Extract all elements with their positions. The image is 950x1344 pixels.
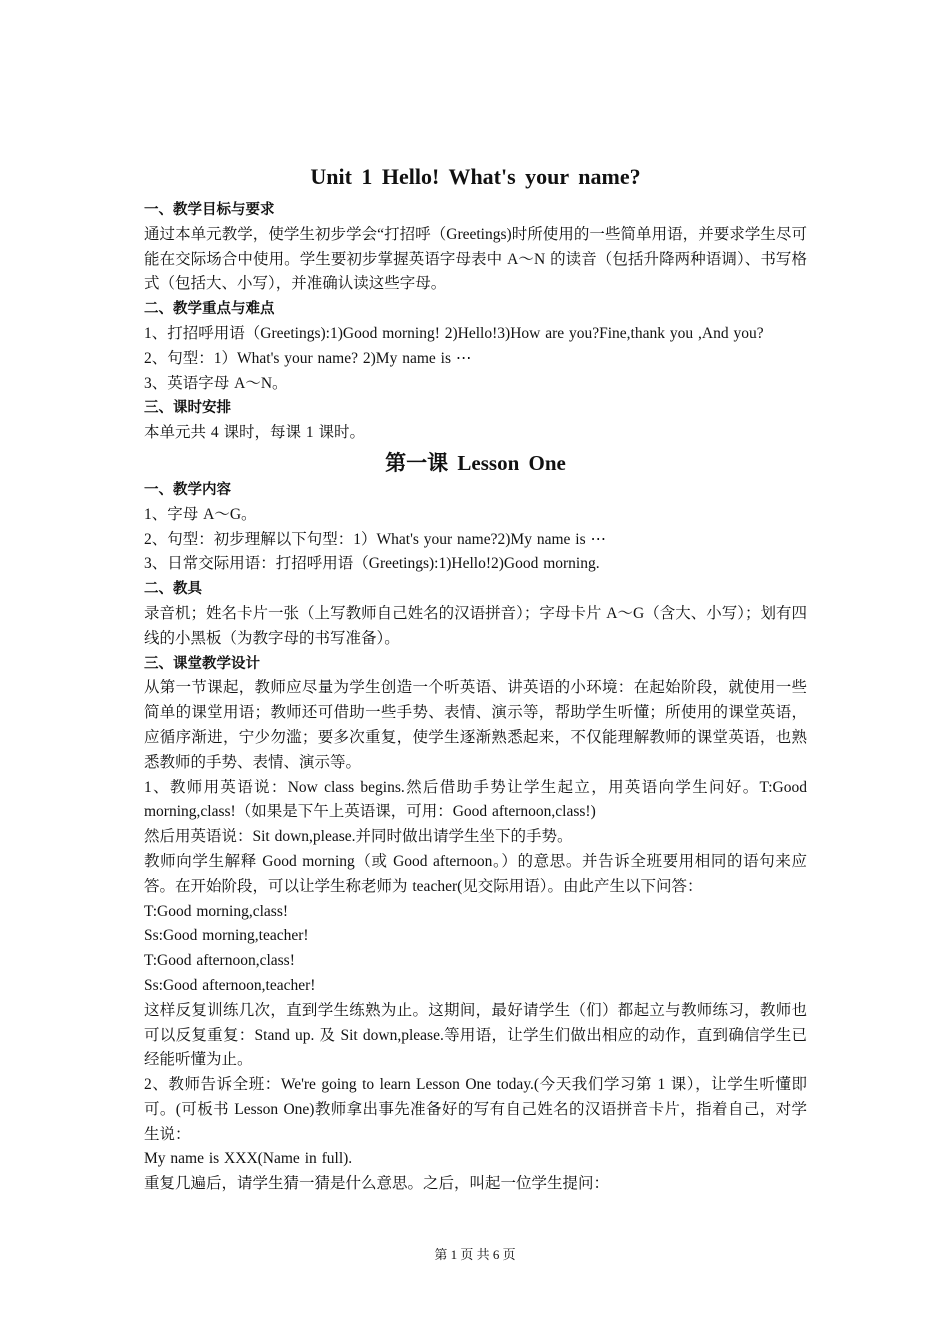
dialogue-line: T:Good morning,class!	[144, 902, 289, 920]
content-item: 2、句型：初步理解以下句型：1）What's your name?2)My name is ⋯	[144, 530, 606, 548]
design-paragraph: 重复几遍后，请学生猜一猜是什么意思。之后，叫起一位学生提问：	[144, 1175, 610, 1193]
section-heading-goals: 一、教学目标与要求	[144, 202, 275, 218]
design-paragraph: 从第一节课起，教师应尽量为学生创造一个听英语、讲英语的小环境：在起始阶段，就使用一些简单的课堂用语；教师还可借助一些手势、表情、演示等，帮助学生听懂；所使用的课堂英语，应循序渐进，宁少勿滥；要多次重复，使学生逐渐熟悉起来，不仅能理解教师的课堂英语，也熟悉教师的手势、表情、演示等。	[144, 679, 807, 771]
key-point-item: 1、打招呼用语（Greetings):1)Good morning! 2)Hello!3)How are you?Fine,thank you ,And you?	[144, 324, 764, 342]
design-paragraph: 这样反复训练几次，直到学生练熟为止。这期间，最好请学生（们）都起立与教师练习，教师也可以反复重复：Stand up. 及 Sit down,please.等用语，让学生们做出相应的动作，直到确信学生已经能听懂为止。	[144, 1001, 807, 1069]
dialogue-line: T:Good afternoon,class!	[144, 952, 295, 970]
key-point-item: 2、句型：1）What's your name? 2)My name is ⋯	[144, 349, 472, 367]
dialogue-line: Ss:Good morning,teacher!	[144, 927, 309, 945]
design-paragraph: 然后用英语说：Sit down,please.并同时做出请学生坐下的手势。	[144, 828, 573, 846]
section-heading-tools: 二、教具	[144, 581, 202, 598]
content-item: 1、字母 A～G。	[144, 505, 257, 523]
unit-title: Unit 1 Hello! What's your name?	[310, 164, 641, 189]
tools-paragraph: 录音机；姓名卡片一张（上写教师自己姓名的汉语拼音）；字母卡片 A～G（含大、小写）；划有四线的小黑板（为教字母的书写准备）。	[144, 604, 807, 647]
goals-paragraph: 通过本单元教学，使学生初步学会“打招呼（Greetings)时所使用的一些简单用语，并要求学生尽可能在交际场合中使用。学生要初步掌握英语字母表中 A～N 的读音（包括升降两种语调）、书写格式（包括大、小写），并准确认读这些字母。	[144, 225, 807, 293]
section-heading-design: 三、课堂教学设计	[144, 655, 260, 672]
design-paragraph: 教师向学生解释 Good morning（或 Good afternoon。）的意思。并告诉全班要用相同的语句来应答。在开始阶段，可以让学生称老师为 teacher(见交际用语）。由此产生以下问答：	[144, 852, 807, 895]
key-point-item: 3、英语字母 A～N。	[144, 374, 288, 392]
section-heading-content: 一、教学内容	[144, 481, 231, 498]
dialogue-line: Ss:Good afternoon,teacher!	[144, 976, 316, 994]
design-paragraph: 1、教师用英语说：Now class begins.然后借助手势让学生起立，用英语向学生问好。T:Good morning,class!（如果是下午上英语课，可用：Good afternoon,class!)	[144, 778, 807, 821]
lesson-title: 第一课 Lesson One	[385, 450, 566, 475]
page-content	[144, 160, 807, 1197]
content-item: 3、日常交际用语：打招呼用语（Greetings):1)Hello!2)Good morning.	[144, 555, 600, 573]
section-heading-schedule: 三、课时安排	[144, 400, 231, 417]
schedule-paragraph: 本单元共 4 课时，每课 1 课时。	[144, 424, 366, 442]
design-paragraph: 2、教师告诉全班：We're going to learn Lesson One today.(今天我们学习第 1 课），让学生听懂即可。(可板书 Lesson One)教师拿出事先准备好的写有自己姓名的汉语拼音卡片，指着自己，对学生说：	[144, 1076, 807, 1143]
page-footer: 第 1 页 共 6 页	[434, 1247, 516, 1262]
dialogue-line: My name is XXX(Name in full).	[144, 1150, 353, 1168]
section-heading-key-points: 二、教学重点与难点	[144, 301, 275, 318]
